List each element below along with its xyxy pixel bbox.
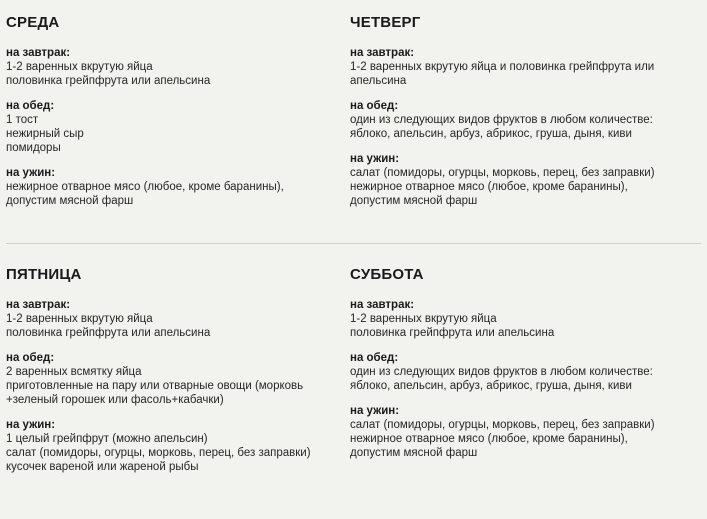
meal-lunch [6,100,336,155]
meal-label: на завтрак: [350,47,415,59]
meal-line: салат (помидоры, огурцы, морковь, перец, без заправки) [350,419,655,431]
meal-breakfast [350,299,700,340]
meal-line: помидоры [6,142,61,154]
day-title: СРЕДА [6,14,60,31]
day-title: ПЯТНИЦА [6,266,82,283]
meal-line: один из следующих видов фруктов в любом количестве: [350,366,653,378]
meal-label: на ужин: [350,405,400,417]
meal-label: на завтрак: [6,47,71,59]
meal-line: нежирное отварное мясо (любое, кроме баранины), [350,433,628,445]
meal-label: на ужин: [6,167,56,179]
meal-label: на обед: [6,100,55,112]
meal-line: половинка грейпфрута или апельсина [6,75,211,87]
meal-line: 1 целый грейпфрут (можно апельсин) [6,433,208,445]
meal-line: нежирное отварное мясо (любое, кроме баранины), [350,181,628,193]
meal-line: кусочек вареной или жареной рыбы [6,461,199,473]
meal-dinner [6,419,336,474]
meal-line: салат (помидоры, огурцы, морковь, перец, без заправки) [350,167,655,179]
meal-line: 1-2 варенных вкрутую яйца [350,313,497,325]
meal-dinner [350,405,700,460]
meal-line: половинка грейпфрута или апельсина [350,327,555,339]
meal-line: 1-2 варенных вкрутую яйца [6,61,153,73]
day-column-wednesday [6,0,336,220]
meal-line: 1-2 варенных вкрутую яйца и половинка грейпфрута или [350,61,655,73]
meal-breakfast [6,47,336,88]
meal-line: допустим мясной фарш [350,195,478,207]
meal-line: один из следующих видов фруктов в любом количестве: [350,114,653,126]
meal-dinner [350,153,700,208]
day-title: ЧЕТВЕРГ [350,14,421,31]
meal-line: приготовленные на пару или отварные овощи (морковь [6,380,304,392]
meal-label: на ужин: [6,419,56,431]
meal-line: апельсина [350,75,407,87]
meal-label: на обед: [350,352,399,364]
meal-line: салат (помидоры, огурцы, морковь, перец, без заправки) [6,447,311,459]
meal-line: допустим мясной фарш [6,195,134,207]
meal-line: 1 тост [6,114,39,126]
meal-lunch [350,100,700,141]
meal-dinner [6,167,336,208]
meal-lunch [350,352,700,393]
meal-label: на завтрак: [6,299,71,311]
meal-lunch [6,352,336,407]
meal-line: яблоко, апельсин, арбуз, абрикос, груша, дыня, киви [350,128,632,140]
meal-line: +зеленый горошек или фасоль+кабачки) [6,394,224,406]
section-divider [6,243,701,244]
meal-breakfast [6,299,336,340]
meal-line: 2 варенных всмятку яйца [6,366,142,378]
meal-line: нежирное отварное мясо (любое, кроме баранины), [6,181,284,193]
meal-label: на ужин: [350,153,400,165]
meal-label: на обед: [6,352,55,364]
meal-line: яблоко, апельсин, арбуз, абрикос, груша, дыня, киви [350,380,632,392]
day-column-saturday [350,252,700,472]
day-column-thursday [350,0,700,220]
meal-line: 1-2 варенных вкрутую яйца [6,313,153,325]
meal-label: на обед: [350,100,399,112]
day-column-friday [6,252,336,486]
meal-line: нежирный сыр [6,128,84,140]
meal-label: на завтрак: [350,299,415,311]
meal-line: половинка грейпфрута или апельсина [6,327,211,339]
meal-breakfast [350,47,700,88]
meal-line: допустим мясной фарш [350,447,478,459]
day-title: СУББОТА [350,266,424,283]
